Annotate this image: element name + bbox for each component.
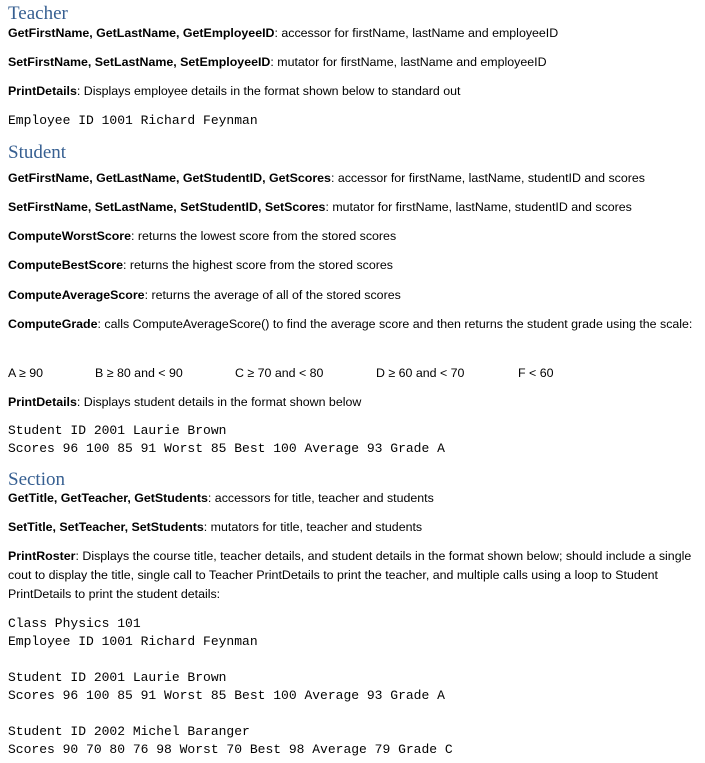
student-heading: Student <box>8 142 67 163</box>
roster-student1-scores-line: Scores 96 100 85 91 Worst 85 Best 100 Average 93 Grade A <box>8 688 445 703</box>
student-average-line: ComputeAverageScore: returns the average of all of the stored scores <box>8 288 401 302</box>
roster-teacher-line: Employee ID 1001 Richard Feynman <box>8 634 258 649</box>
roster-student1-id-line: Student ID 2001 Laurie Brown <box>8 670 227 685</box>
teacher-print-line: PrintDetails: Displays employee details in the format shown below to standard out <box>8 84 461 98</box>
grade-scale-c: C ≥ 70 and < 80 <box>235 366 324 380</box>
grade-scale-f: F < 60 <box>518 366 554 380</box>
teacher-heading: Teacher <box>8 3 68 24</box>
section-print-roster-line: PrintRoster: Displays the course title, teacher details, and student details in the format shown below; should include a single cout to display the title, single call to Teacher PrintDetails to print the teacher, and multiple calls using a loop to Student PrintDetails to print the student details: <box>8 549 692 601</box>
student-best-line: ComputeBestScore: returns the highest score from the stored scores <box>8 258 393 272</box>
grade-scale-d: D ≥ 60 and < 70 <box>376 366 465 380</box>
teacher-accessors-line: GetFirstName, GetLastName, GetEmployeeID: accessor for firstName, lastName and employeeID <box>8 26 559 40</box>
section-accessors-line: GetTitle, GetTeacher, GetStudents: accessors for title, teacher and students <box>8 491 434 505</box>
student-worst-line: ComputeWorstScore: returns the lowest score from the stored scores <box>8 229 397 243</box>
grade-scale-b: B ≥ 80 and < 90 <box>95 366 183 380</box>
student-sample-line-1: Student ID 2001 Laurie Brown <box>8 423 227 438</box>
student-sample-line-2: Scores 96 100 85 91 Worst 85 Best 100 Average 93 Grade A <box>8 441 445 456</box>
section-heading: Section <box>8 469 65 490</box>
section-mutators-line: SetTitle, SetTeacher, SetStudents: mutators for title, teacher and students <box>8 520 423 534</box>
student-mutators-line: SetFirstName, SetLastName, SetStudentID, SetScores: mutator for firstName, lastName, studentID and scores <box>8 200 632 214</box>
roster-title-line: Class Physics 101 <box>8 616 141 631</box>
student-print-line: PrintDetails: Displays student details in the format shown below <box>8 395 362 409</box>
teacher-mutators-line: SetFirstName, SetLastName, SetEmployeeID: mutator for firstName, lastName and employeeID <box>8 55 547 69</box>
student-accessors-line: GetFirstName, GetLastName, GetStudentID, GetScores: accessor for firstName, lastName, studentID and scores <box>8 171 645 185</box>
grade-scale-a: A ≥ 90 <box>8 366 44 380</box>
grade-scale <box>8 364 698 383</box>
roster-student2-id-line: Student ID 2002 Michel Baranger <box>8 724 250 739</box>
teacher-sample-output: Employee ID 1001 Richard Feynman <box>8 113 258 128</box>
roster-student2-scores-line: Scores 90 70 80 76 98 Worst 70 Best 98 Average 79 Grade C <box>8 742 453 757</box>
student-grade-line: ComputeGrade: calls ComputeAverageScore() to find the average score and then returns the student grade using the scale: <box>8 317 693 331</box>
